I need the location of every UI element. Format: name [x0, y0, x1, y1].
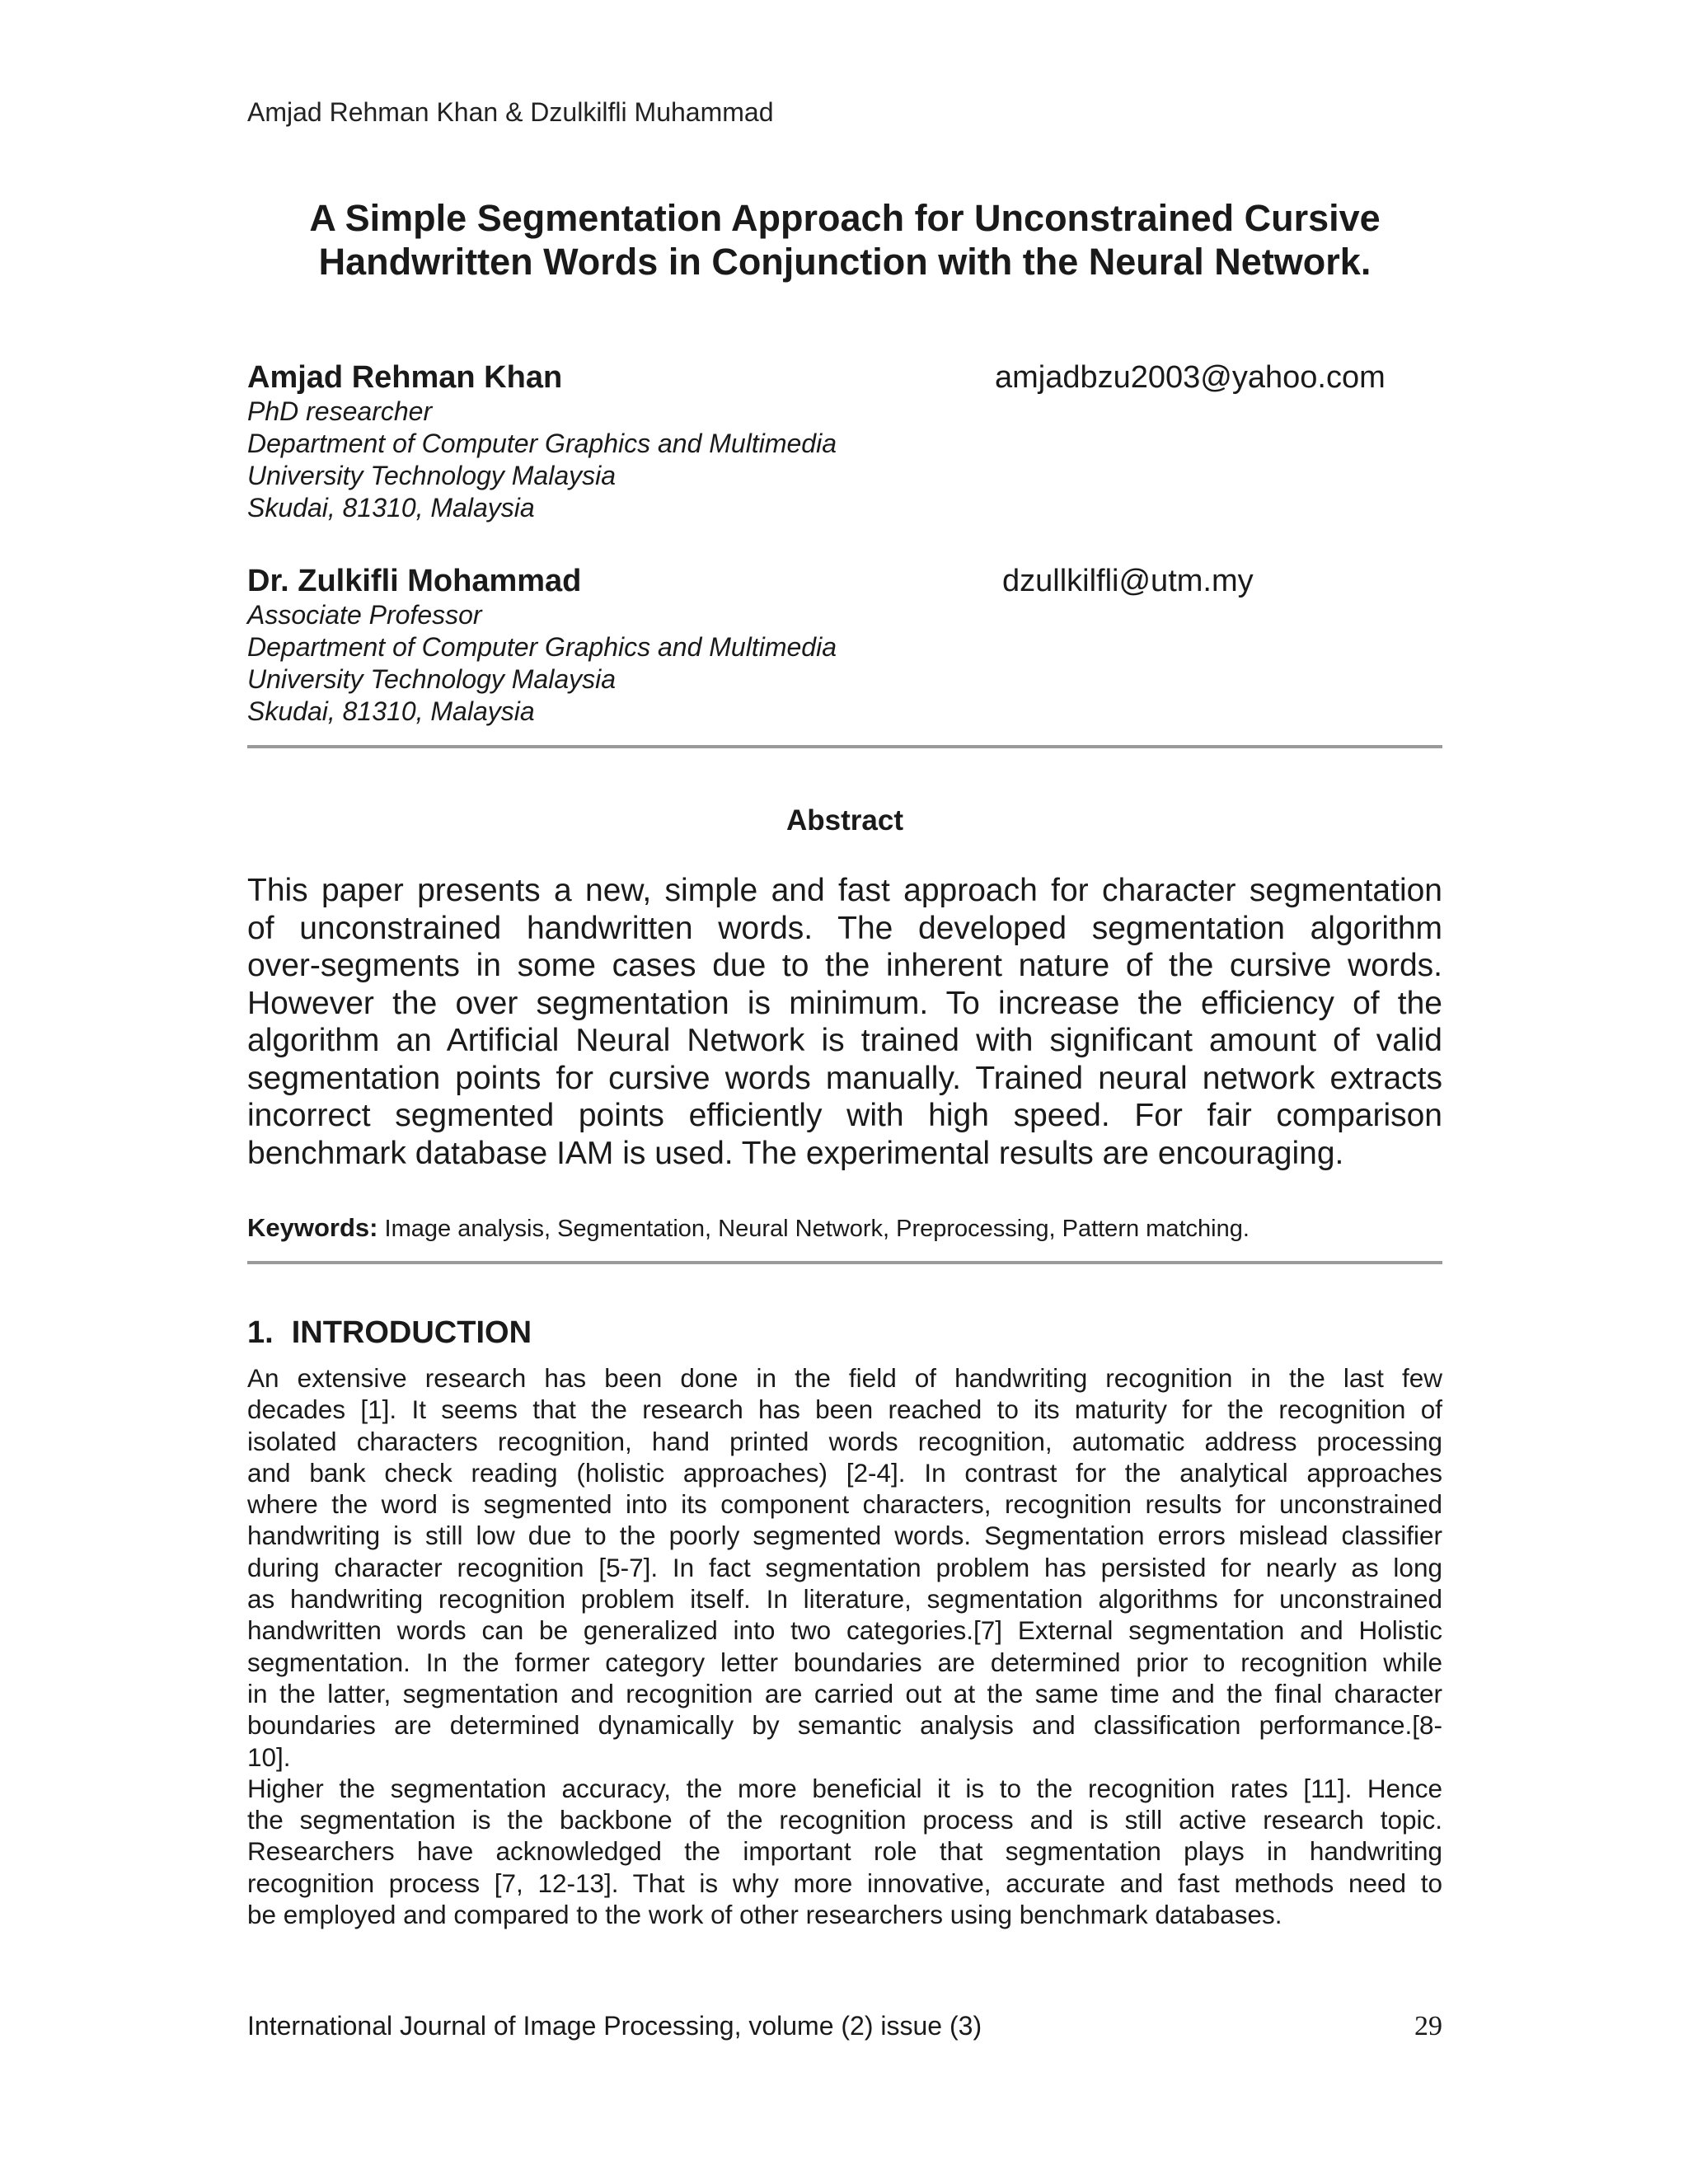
author-block-1 [247, 359, 1442, 524]
section-heading [247, 1315, 532, 1351]
paper-page [247, 0, 1442, 2184]
abstract-line: segmentation points for cursive words manually. Trained neural network extracts [247, 1060, 1442, 1096]
section-title: INTRODUCTION [291, 1315, 532, 1350]
author-department: Department of Computer Graphics and Multimedia [247, 429, 837, 458]
author-email[interactable]: dzullkilfli@utm.my [1002, 564, 1254, 598]
body-line: boundaries are determined dynamically by semantic analysis and classification performance.[8- [247, 1710, 1442, 1741]
running-head: Amjad Rehman Khan & Dzulkilfli Muhammad [247, 97, 774, 127]
body-line: decades [1]. It seems that the research has been reached to its maturity for the recognition of [247, 1394, 1442, 1425]
author-name: Amjad Rehman Khan [247, 360, 563, 395]
keywords [247, 1213, 1442, 1243]
body-line: the segmentation is the backbone of the recognition process and is still active research topic. [247, 1805, 1442, 1835]
body-line: handwriting is still low due to the poorly segmented words. Segmentation errors mislead classifier [247, 1521, 1442, 1551]
body-line: segmentation. In the former category letter boundaries are determined prior to recognition while [247, 1647, 1442, 1677]
author-university: University Technology Malaysia [247, 664, 617, 694]
body-line: during character recognition [5-7]. In fact segmentation problem has persisted for nearly as long [247, 1552, 1442, 1582]
abstract-line: of unconstrained handwritten words. The developed segmentation algorithm [247, 910, 1442, 946]
author-position: PhD researcher [247, 396, 433, 426]
author-position: Associate Professor [247, 600, 482, 630]
body-line: recognition process [7, 12-13]. That is why more innovative, accurate and fast methods need to [247, 1868, 1442, 1898]
keywords-text: Image analysis, Segmentation, Neural Network, Preprocessing, Pattern matching. [384, 1216, 1250, 1242]
body-line: be employed and compared to the work of other researchers using benchmark databases. [247, 1900, 1282, 1930]
title-line-1: A Simple Segmentation Approach for Unconstrained Cursive [309, 197, 1381, 239]
body-line: An extensive research has been done in the field of handwriting recognition in the last few [247, 1363, 1442, 1393]
body-line: and bank check reading (holistic approaches) [2-4]. In contrast for the analytical approaches [247, 1457, 1442, 1488]
author-university: University Technology Malaysia [247, 461, 617, 490]
body-line: Higher the segmentation accuracy, the more beneficial it is to the recognition rates [11]. Hence [247, 1773, 1442, 1803]
author-address: Skudai, 81310, Malaysia [247, 493, 535, 523]
body-line: in the latter, segmentation and recognition are carried out at the same time and the final character [247, 1678, 1442, 1708]
author-address: Skudai, 81310, Malaysia [247, 696, 535, 726]
body-line: where the word is segmented into its component characters, recognition results for unconstrained [247, 1489, 1442, 1520]
abstract-heading: Abstract [786, 804, 903, 837]
section-number: 1. [247, 1315, 274, 1350]
abstract-body [247, 872, 1442, 1172]
page-number: 29 [1414, 2011, 1442, 2041]
abstract-line: This paper presents a new, simple and fast approach for character segmentation [247, 873, 1442, 908]
author-department: Department of Computer Graphics and Multimedia [247, 632, 837, 662]
keywords-label: Keywords: [247, 1213, 378, 1242]
abstract-line: over-segments in some cases due to the inherent nature of the cursive words. [247, 948, 1442, 983]
title-line-2: Handwritten Words in Conjunction with the Neural Network. [318, 241, 1372, 283]
abstract-line: benchmark database IAM is used. The experimental results are encouraging. [247, 1135, 1344, 1171]
abstract-line: algorithm an Artificial Neural Network is trained with significant amount of valid [247, 1023, 1442, 1058]
footer-journal: International Journal of Image Processing, volume (2) issue (3) [247, 2011, 982, 2041]
paper-title [247, 196, 1442, 284]
author-name: Dr. Zulkifli Mohammad [247, 564, 582, 598]
body-line: isolated characters recognition, hand printed words recognition, automatic address processing [247, 1426, 1442, 1456]
body-line: as handwriting recognition problem itself. In literature, segmentation algorithms for unconstrained [247, 1584, 1442, 1615]
abstract-line: incorrect segmented points efficiently with high speed. For fair comparison [247, 1098, 1442, 1133]
author-email[interactable]: amjadbzu2003@yahoo.com [995, 360, 1386, 395]
abstract-line: However the over segmentation is minimum. To increase the efficiency of the [247, 985, 1442, 1021]
divider-rule-top [247, 745, 1442, 748]
author-block-2 [247, 563, 1442, 728]
body-line: 10]. [247, 1741, 291, 1772]
introduction-body [247, 1362, 1442, 1930]
body-line: Researchers have acknowledged the important role that segmentation plays in handwriting [247, 1836, 1442, 1867]
body-line: handwritten words can be generalized into two categories.[7] External segmentation and Holistic [247, 1615, 1442, 1646]
divider-rule-bottom [247, 1261, 1442, 1264]
